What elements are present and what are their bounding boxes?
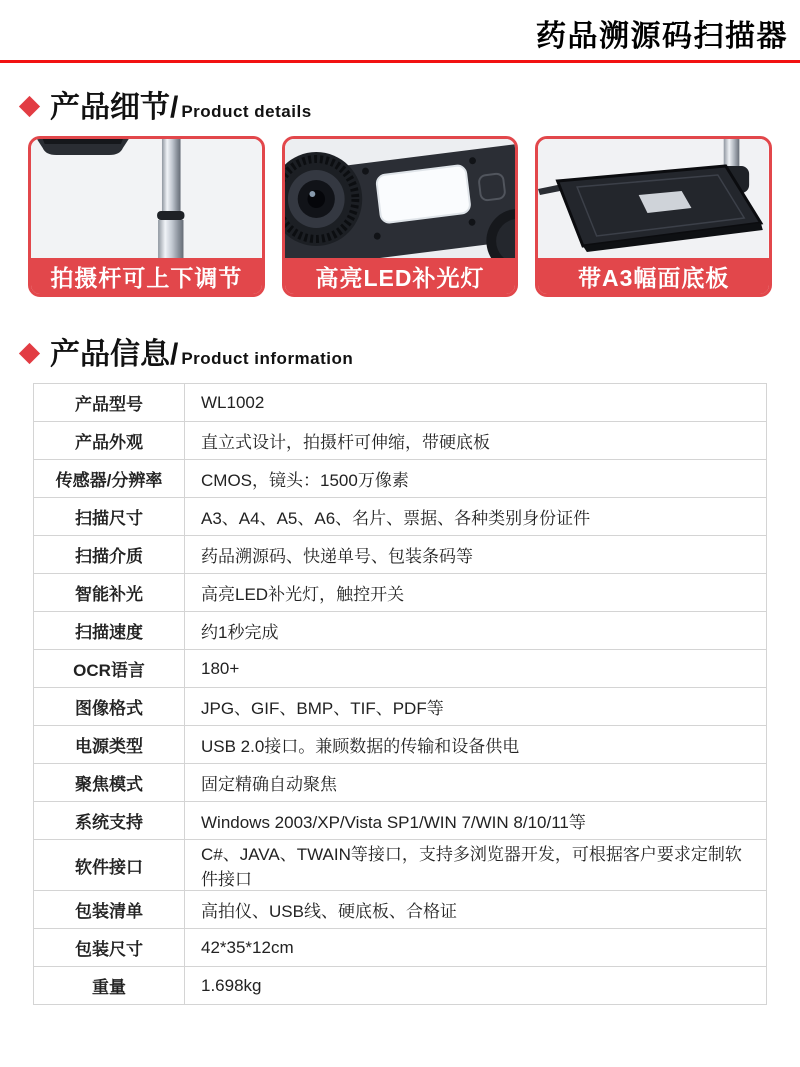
spec-row <box>34 929 767 967</box>
spec-value: Windows 2003/XP/Vista SP1/WIN 7/WIN 8/10/11等 <box>185 802 767 840</box>
spec-label: 传感器/分辨率 <box>34 460 185 498</box>
spec-value: 高拍仪、USB线、硬底板、合格证 <box>185 891 767 929</box>
spec-row <box>34 612 767 650</box>
spec-value: A3、A4、A5、A6、名片、票据、各种类别身份证件 <box>185 498 767 536</box>
led-head-illustration <box>285 139 516 258</box>
telescopic-pole-photo <box>31 139 262 258</box>
spec-row <box>34 967 767 1005</box>
spec-row <box>34 840 767 891</box>
spec-row <box>34 498 767 536</box>
spec-label: 图像格式 <box>34 688 185 726</box>
spec-table-body <box>34 384 767 1005</box>
spec-value: USB 2.0接口。兼顾数据的传输和设备供电 <box>185 726 767 764</box>
spec-value: CMOS，镜头：1500万像素 <box>185 460 767 498</box>
spec-row <box>34 802 767 840</box>
a3-baseplate-illustration <box>538 139 769 258</box>
spec-label: OCR语言 <box>34 650 185 688</box>
card-caption-baseplate: 带A3幅面底板 <box>538 258 769 294</box>
section-title-en: Product details <box>181 102 312 121</box>
detail-card-baseplate <box>535 136 772 297</box>
spec-row <box>34 650 767 688</box>
spec-label: 产品型号 <box>34 384 185 422</box>
spec-label: 扫描介质 <box>34 536 185 574</box>
spec-value: 高亮LED补光灯，触控开关 <box>185 574 767 612</box>
a3-baseplate-photo <box>538 139 769 258</box>
detail-cards-row <box>28 136 772 297</box>
spec-row <box>34 726 767 764</box>
spec-label: 电源类型 <box>34 726 185 764</box>
spec-row <box>34 574 767 612</box>
card-caption-pole: 拍摄杆可上下调节 <box>31 258 262 294</box>
spec-row <box>34 688 767 726</box>
spec-value: JPG、GIF、BMP、TIF、PDF等 <box>185 688 767 726</box>
detail-card-led <box>282 136 519 297</box>
spec-label: 包装尺寸 <box>34 929 185 967</box>
spec-row <box>34 891 767 929</box>
spec-value: 1.698kg <box>185 967 767 1005</box>
spec-label: 软件接口 <box>34 840 185 891</box>
spec-row <box>34 422 767 460</box>
led-fill-light-photo <box>285 139 516 258</box>
section-heading-product-details <box>15 93 800 123</box>
spec-value: 约1秒完成 <box>185 612 767 650</box>
diamond-bullet-icon <box>19 96 40 117</box>
spec-label: 聚焦模式 <box>34 764 185 802</box>
section-title-zh: 产品信息/ <box>50 338 179 371</box>
section-title-en: Product information <box>181 349 354 368</box>
telescopic-pole-illustration <box>31 139 262 258</box>
spec-label: 产品外观 <box>34 422 185 460</box>
section-title-zh: 产品细节/ <box>50 91 179 124</box>
detail-card-pole <box>28 136 265 297</box>
spec-table <box>33 383 767 1005</box>
spec-row <box>34 764 767 802</box>
spec-row <box>34 536 767 574</box>
diamond-bullet-icon <box>19 343 40 364</box>
spec-label: 扫描速度 <box>34 612 185 650</box>
spec-value: 直立式设计，拍摄杆可伸缩，带硬底板 <box>185 422 767 460</box>
spec-row <box>34 384 767 422</box>
page-header <box>0 0 800 60</box>
spec-row <box>34 460 767 498</box>
page-title: 药品溯源码扫描器 <box>536 20 788 53</box>
section-heading-product-information <box>15 340 800 370</box>
spec-label: 扫描尺寸 <box>34 498 185 536</box>
spec-label: 重量 <box>34 967 185 1005</box>
spec-value: WL1002 <box>185 384 767 422</box>
spec-value: 药品溯源码、快递单号、包装条码等 <box>185 536 767 574</box>
header-divider <box>0 60 800 63</box>
spec-value: 42*35*12cm <box>185 929 767 967</box>
spec-value: C#、JAVA、TWAIN等接口，支持多浏览器开发，可根据客户要求定制软件接口 <box>185 840 767 891</box>
spec-value: 180+ <box>185 650 767 688</box>
spec-label: 系统支持 <box>34 802 185 840</box>
spec-label: 包装清单 <box>34 891 185 929</box>
spec-value: 固定精确自动聚焦 <box>185 764 767 802</box>
card-caption-led: 高亮LED补光灯 <box>285 258 516 294</box>
spec-label: 智能补光 <box>34 574 185 612</box>
